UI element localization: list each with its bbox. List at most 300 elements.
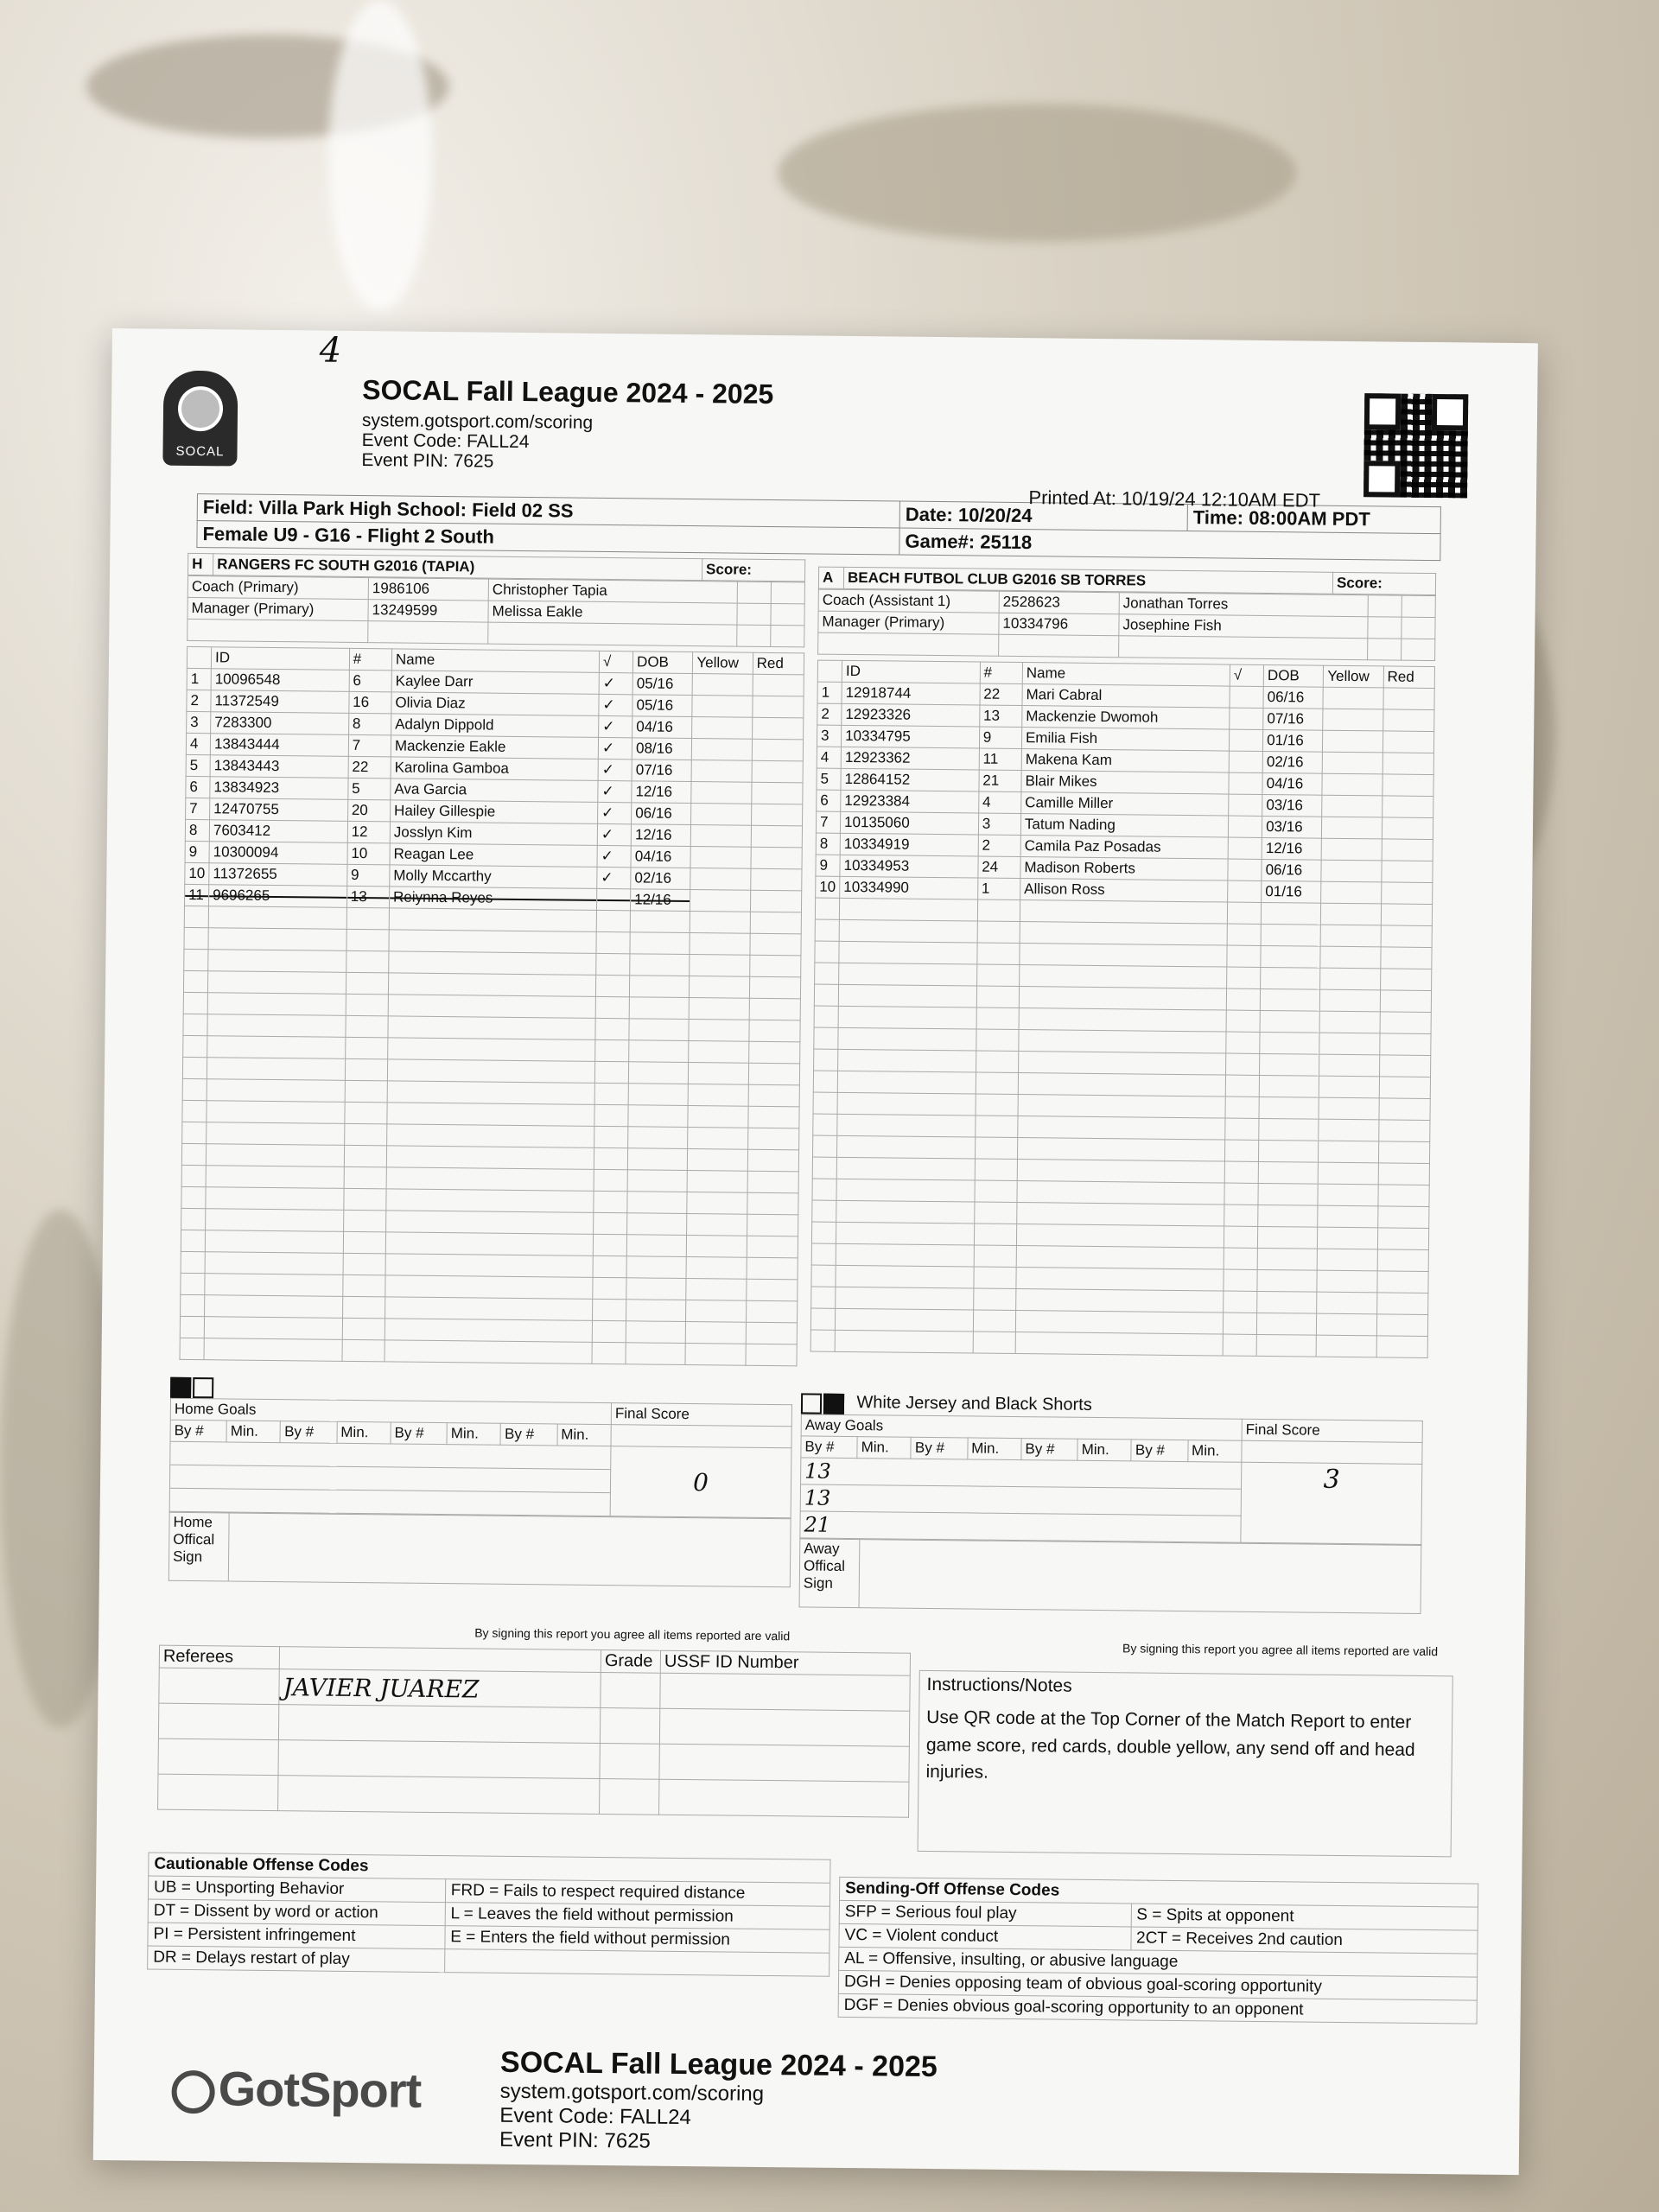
red-card-cell[interactable] (1379, 1098, 1431, 1121)
red-card-cell[interactable] (751, 825, 803, 848)
caution-code: DR = Delays restart of play (148, 1946, 445, 1973)
caution-codes-table (147, 1853, 830, 1977)
red-card-cell[interactable] (1382, 731, 1434, 753)
red-card-cell[interactable] (752, 717, 804, 740)
player-dob: 02/16 (631, 868, 691, 890)
yellow-card-cell[interactable] (1322, 773, 1382, 796)
row-number: 10 (185, 862, 209, 884)
red-card-cell[interactable] (1377, 1271, 1429, 1294)
away-final-score-label: Final Score (1242, 1419, 1422, 1442)
yellow-card-cell[interactable] (691, 804, 752, 826)
player-dob: 06/16 (1262, 859, 1322, 881)
player-name: Tatum Nading (1020, 814, 1228, 838)
away-score-label: Score: (1332, 572, 1435, 594)
player-id: 13843444 (210, 734, 348, 757)
yellow-card-cell[interactable] (690, 955, 750, 977)
checkin-checkbox[interactable]: ✓ (599, 694, 632, 715)
red-card-cell[interactable] (1378, 1163, 1430, 1185)
yellow-card-cell[interactable] (1321, 881, 1382, 904)
caution-code: DT = Dissent by word or action (148, 1899, 445, 1926)
yellow-card-cell[interactable] (1317, 1313, 1377, 1336)
red-card-cell[interactable] (753, 696, 804, 718)
yellow-card-cell[interactable] (1319, 1011, 1380, 1033)
division-name: Female U9 - G16 - Flight 2 South (197, 521, 899, 556)
staff-role: Coach (Assistant 1) (818, 589, 999, 613)
home-final-score-label: Final Score (611, 1403, 791, 1427)
red-card-cell[interactable] (749, 955, 801, 977)
caution-code: E = Enters the field without permission (445, 1926, 830, 1954)
sendoff-codes-label: Sending-Off Offense Codes (839, 1877, 1478, 1907)
checkin-checkbox[interactable]: ✓ (598, 759, 632, 780)
red-card-cell[interactable] (1380, 969, 1432, 991)
qr-code-icon[interactable] (1363, 393, 1468, 498)
yellow-card-cell[interactable] (1317, 1335, 1377, 1357)
checkin-checkbox[interactable] (1229, 794, 1262, 816)
player-id: 7603412 (209, 820, 347, 843)
footer-title: SOCAL Fall League 2024 - 2025 (499, 2045, 938, 2084)
red-card-cell[interactable] (753, 674, 804, 696)
checkin-checkbox[interactable]: ✓ (598, 780, 632, 802)
red-card-cell[interactable] (1377, 1249, 1429, 1272)
yellow-card-cell[interactable] (688, 1128, 748, 1150)
column-header: Yellow (1324, 665, 1384, 688)
red-card-cell[interactable] (1376, 1336, 1428, 1358)
player-id: 10334990 (840, 876, 978, 899)
home-roster-table (180, 646, 805, 1366)
row-number: 1 (187, 668, 211, 690)
grade-label: Grade (601, 1650, 660, 1674)
away-roster-table (810, 660, 1435, 1358)
yellow-card-cell[interactable] (1322, 795, 1382, 817)
yellow-card-cell[interactable] (1318, 1184, 1378, 1206)
staff-role: Manager (Primary) (188, 597, 368, 620)
yellow-card-cell[interactable] (690, 998, 750, 1020)
dark-jersey-icon (170, 1377, 191, 1398)
yellow-card-cell[interactable] (691, 825, 752, 848)
sendoff-code: S = Spits at opponent (1131, 1904, 1478, 1930)
player-id: 11372655 (209, 863, 347, 887)
staff-id: 13249599 (368, 600, 488, 622)
yellow-card-cell[interactable] (690, 912, 751, 934)
player-id: 12918744 (842, 682, 980, 705)
player-dob: 07/16 (632, 760, 692, 782)
yellow-card-cell[interactable] (1317, 1270, 1377, 1293)
red-card-cell[interactable] (751, 804, 803, 826)
yellow-card-cell[interactable] (689, 1041, 749, 1064)
player-dob: 12/16 (1262, 837, 1322, 860)
goal-column-header: By # (170, 1420, 226, 1442)
yellow-card-cell[interactable] (691, 760, 752, 783)
yellow-card-cell[interactable] (1319, 1076, 1380, 1098)
red-card-cell[interactable] (749, 976, 801, 999)
report-footer (145, 2043, 1469, 2195)
player-name: Karolina Gamboa (391, 757, 598, 781)
sendoff-code: VC = Violent conduct (839, 1923, 1131, 1950)
column-header: Name (1022, 663, 1230, 687)
yellow-card-cell[interactable] (1321, 903, 1382, 925)
red-card-cell[interactable] (747, 1149, 799, 1172)
yellow-card-cell[interactable] (1318, 1205, 1378, 1228)
match-report-sheet (93, 328, 1538, 2175)
column-header: # (980, 662, 1022, 684)
column-header: ID (211, 647, 349, 671)
yellow-card-cell[interactable] (689, 1020, 749, 1042)
jersey-number: 24 (978, 856, 1020, 879)
red-card-cell[interactable] (1382, 709, 1434, 732)
player-id: 9696265 (209, 885, 347, 908)
yellow-card-cell[interactable] (1323, 752, 1383, 774)
row-number: 2 (817, 703, 842, 725)
jersey-number: 3 (978, 813, 1020, 836)
player-dob: 02/16 (1262, 751, 1323, 773)
notes-box (918, 1670, 1453, 1857)
player-name: Adalyn Dippold (391, 714, 599, 738)
player-id: 11372549 (211, 690, 349, 714)
player-id: 13834923 (210, 777, 348, 800)
red-card-cell[interactable] (1382, 817, 1433, 840)
marble-vein (778, 104, 1296, 242)
yellow-card-cell[interactable] (692, 674, 753, 696)
socal-logo (162, 371, 238, 467)
checkin-checkbox[interactable]: ✓ (597, 867, 631, 888)
checkin-checkbox[interactable] (1230, 708, 1263, 729)
red-card-cell[interactable] (746, 1344, 798, 1366)
goal-column-header: Min. (557, 1424, 612, 1446)
red-card-cell[interactable] (751, 847, 803, 869)
yellow-card-cell[interactable] (1317, 1292, 1377, 1314)
player-name: Josslyn Kim (390, 822, 597, 846)
yellow-card-cell[interactable] (690, 847, 751, 869)
yellow-card-cell[interactable] (686, 1300, 747, 1323)
event-pin: Event PIN: 7625 (361, 450, 494, 472)
goal-column-header: Min. (857, 1436, 912, 1459)
red-card-cell[interactable] (746, 1322, 798, 1344)
red-card-cell[interactable] (747, 1257, 798, 1280)
column-header: # (349, 648, 391, 671)
red-card-cell[interactable] (752, 739, 804, 761)
yellow-card-cell[interactable] (690, 890, 751, 912)
player-id: 10334795 (842, 725, 980, 748)
column-header: ID (842, 660, 980, 683)
player-dob: 05/16 (632, 673, 693, 696)
checkin-checkbox[interactable]: ✓ (597, 823, 631, 845)
player-id: 10334919 (840, 833, 978, 856)
goal-column-header: By # (1021, 1438, 1077, 1460)
yellow-card-cell[interactable] (689, 1063, 749, 1085)
yellow-card-cell[interactable] (1320, 989, 1381, 1012)
yellow-card-cell[interactable] (685, 1344, 746, 1366)
player-name: Hailey Gillespie (390, 800, 597, 824)
staff-role: Manager (Primary) (818, 611, 999, 634)
yellow-card-cell[interactable] (1322, 838, 1382, 861)
row-number: 7 (186, 798, 210, 819)
jersey-number: 6 (349, 670, 391, 692)
staff-id: 1986106 (368, 578, 488, 601)
red-card-cell[interactable] (1381, 882, 1433, 905)
player-id: 10096548 (211, 669, 349, 692)
yellow-card-cell[interactable] (688, 1106, 748, 1128)
red-card-cell[interactable] (747, 1128, 799, 1150)
yellow-card-cell[interactable] (692, 696, 753, 718)
player-name: Allison Ross (1020, 879, 1228, 903)
checkin-checkbox[interactable] (1229, 729, 1262, 751)
caution-code: L = Leaves the field without permission (445, 1903, 830, 1930)
away-jersey-colors: White Jersey and Black Shorts (856, 1393, 1092, 1414)
yellow-card-cell[interactable] (1322, 817, 1382, 839)
yellow-card-cell[interactable] (690, 976, 750, 999)
staff-role: Coach (Primary) (188, 575, 368, 599)
staff-name: Christopher Tapia (488, 579, 737, 603)
yellow-card-cell[interactable] (686, 1279, 747, 1301)
row-number: 1 (817, 682, 842, 703)
yellow-card-cell[interactable] (1323, 730, 1383, 753)
yellow-card-cell[interactable] (1319, 1162, 1379, 1185)
checkin-checkbox[interactable]: ✓ (597, 802, 631, 823)
yellow-card-cell[interactable] (690, 933, 750, 956)
red-card-cell[interactable] (1381, 925, 1433, 948)
yellow-card-cell[interactable] (1319, 1119, 1379, 1141)
yellow-card-cell[interactable] (1323, 687, 1383, 709)
home-sign-note: By signing this report you agree all items reported are valid (474, 1625, 791, 1643)
jersey-number: 11 (979, 748, 1021, 771)
home-staff-table (187, 575, 805, 647)
red-card-cell[interactable] (1376, 1293, 1428, 1315)
goal-column-header: Min. (968, 1438, 1022, 1460)
red-card-cell[interactable] (1380, 990, 1432, 1013)
player-dob: 06/16 (1263, 686, 1324, 709)
player-dob: 05/16 (632, 695, 693, 717)
handwritten-mark: 4 (319, 330, 342, 371)
goal-column-header: By # (500, 1423, 556, 1446)
away-goal-scorer[interactable]: 13 (801, 1458, 1242, 1489)
home-team-section (180, 553, 806, 1366)
red-card-cell[interactable] (749, 1020, 801, 1042)
staff-id: 2528623 (999, 591, 1119, 613)
yellow-card-cell[interactable] (1321, 860, 1382, 882)
player-dob: 01/16 (1262, 880, 1322, 903)
goal-column-header: By # (391, 1422, 447, 1445)
home-score-label: Score: (702, 559, 804, 582)
red-card-cell[interactable] (1379, 1077, 1431, 1099)
caution-code: UB = Unsporting Behavior (148, 1876, 445, 1903)
red-card-cell[interactable] (747, 1171, 799, 1193)
home-final-score[interactable]: 0 (610, 1446, 791, 1518)
red-card-cell[interactable] (1380, 1012, 1432, 1034)
goal-column-header: By # (1131, 1440, 1187, 1462)
away-team-section (810, 567, 1436, 1358)
jersey-number: 22 (348, 756, 391, 779)
player-dob: 06/16 (632, 803, 692, 825)
yellow-card-cell[interactable] (688, 1149, 748, 1172)
yellow-card-cell[interactable] (686, 1257, 747, 1280)
logo-text: SOCAL (175, 443, 225, 460)
red-card-cell[interactable] (1382, 796, 1433, 818)
player-dob: 12/16 (632, 781, 692, 804)
dark-jersey-icon (823, 1393, 844, 1414)
red-card-cell[interactable] (1377, 1206, 1429, 1229)
row-number: 4 (817, 747, 841, 768)
yellow-card-cell[interactable] (689, 1084, 749, 1107)
player-name: Kaylee Darr (391, 671, 599, 695)
checkin-checkbox[interactable] (1228, 880, 1262, 902)
yellow-card-cell[interactable] (686, 1322, 747, 1344)
red-card-cell[interactable] (1376, 1314, 1428, 1337)
yellow-card-cell[interactable] (1320, 968, 1381, 990)
red-card-cell[interactable] (1378, 1120, 1430, 1142)
checkin-checkbox[interactable] (1228, 816, 1262, 837)
yellow-card-cell[interactable] (1323, 709, 1383, 731)
yellow-card-cell[interactable] (687, 1236, 747, 1258)
yellow-card-cell[interactable] (1318, 1227, 1378, 1249)
red-card-cell[interactable] (1382, 839, 1433, 861)
goal-column-header: By # (911, 1437, 967, 1459)
yellow-card-cell[interactable] (687, 1214, 747, 1236)
away-signature-field[interactable] (859, 1539, 1421, 1613)
jersey-number: 13 (346, 886, 389, 908)
referees-table (157, 1645, 911, 1818)
checkin-checkbox[interactable] (1230, 686, 1263, 708)
goal-column-header: Min. (1077, 1439, 1132, 1461)
yellow-card-cell[interactable] (692, 717, 753, 740)
row-number: 11 (185, 884, 209, 906)
yellow-card-cell[interactable] (687, 1192, 747, 1215)
goal-column-header: Min. (226, 1421, 281, 1443)
home-signature-field[interactable] (228, 1513, 791, 1587)
away-goal-scorer[interactable]: 21 (800, 1511, 1241, 1542)
light-jersey-icon (193, 1377, 213, 1398)
sendoff-code: 2CT = Receives 2nd caution (1130, 1927, 1478, 1954)
ussf-label: USSF ID Number (660, 1650, 910, 1675)
jersey-number: 8 (348, 713, 391, 735)
player-id: 7283300 (211, 712, 349, 735)
red-card-cell[interactable] (1379, 1055, 1431, 1077)
red-card-cell[interactable] (746, 1279, 798, 1301)
goal-column-header: Min. (1187, 1440, 1242, 1462)
red-card-cell[interactable] (1381, 904, 1433, 926)
player-dob: 04/16 (1262, 772, 1323, 795)
jersey-number: 20 (347, 799, 390, 822)
row-number: 8 (185, 819, 209, 841)
home-team-name: RANGERS FC SOUTH G2016 (TAPIA) (213, 554, 702, 581)
yellow-card-cell[interactable] (1319, 1033, 1380, 1055)
player-dob: 01/16 (1263, 729, 1324, 752)
red-card-cell[interactable] (1382, 774, 1434, 797)
checkin-checkbox[interactable]: ✓ (599, 672, 632, 694)
column-header: Red (753, 652, 804, 675)
yellow-card-cell[interactable] (692, 739, 753, 761)
checkin-checkbox[interactable] (1228, 837, 1262, 859)
player-name: Mackenzie Dwomoh (1022, 706, 1230, 730)
red-card-cell[interactable] (1378, 1185, 1430, 1207)
sendoff-code: AL = Offensive, insulting, or abusive language (839, 1947, 1478, 1977)
away-goal-scorer[interactable]: 13 (800, 1484, 1241, 1516)
yellow-card-cell[interactable] (1320, 925, 1381, 947)
red-card-cell[interactable] (1383, 688, 1435, 710)
checkin-checkbox[interactable]: ✓ (597, 845, 631, 867)
staff-id: 10334796 (999, 613, 1119, 635)
checkin-checkbox[interactable] (1228, 859, 1262, 880)
jersey-number: 1 (977, 878, 1020, 900)
jersey-number: 7 (348, 734, 391, 757)
referees-label: Referees (159, 1645, 279, 1669)
yellow-card-cell[interactable] (1319, 1141, 1379, 1163)
red-card-cell[interactable] (750, 868, 802, 891)
player-id: 12923326 (842, 703, 980, 727)
player-name: Ava Garcia (391, 779, 598, 803)
row-number: 5 (186, 754, 210, 776)
column-header: √ (599, 651, 632, 672)
row-number: 2 (187, 690, 211, 711)
red-card-cell[interactable] (751, 782, 803, 804)
scoring-url: system.gotsport.com/scoring (361, 410, 594, 433)
yellow-card-cell[interactable] (1320, 946, 1381, 969)
yellow-card-cell[interactable] (691, 782, 752, 804)
red-card-cell[interactable] (747, 1236, 798, 1258)
jersey-number: 9 (979, 727, 1021, 749)
red-card-cell[interactable] (1382, 753, 1434, 775)
away-goals-label: Away Goals (801, 1414, 1242, 1440)
column-header: DOB (632, 652, 693, 674)
red-card-cell[interactable] (752, 760, 804, 783)
checkin-checkbox[interactable] (1229, 772, 1262, 794)
staff-name: Melissa Eakle (488, 601, 737, 625)
red-card-cell[interactable] (1378, 1141, 1430, 1164)
checkin-checkbox[interactable] (1229, 751, 1262, 772)
away-side: A (818, 567, 843, 588)
checkin-checkbox[interactable]: ✓ (599, 715, 632, 737)
red-card-cell[interactable] (749, 998, 801, 1020)
red-card-cell[interactable] (750, 912, 802, 934)
checkin-checkbox[interactable]: ✓ (598, 737, 632, 759)
caution-code: FRD = Fails to respect required distance (445, 1879, 830, 1907)
yellow-card-cell[interactable] (1319, 1054, 1380, 1077)
red-card-cell[interactable] (750, 890, 802, 912)
red-card-cell[interactable] (748, 1063, 800, 1085)
red-card-cell[interactable] (748, 1041, 800, 1064)
red-card-cell[interactable] (1377, 1228, 1429, 1250)
red-card-cell[interactable] (747, 1192, 799, 1215)
away-final-score[interactable]: 3 (1241, 1462, 1422, 1544)
red-card-cell[interactable] (1382, 861, 1433, 883)
player-name: Mackenzie Eakle (391, 735, 598, 760)
yellow-card-cell[interactable] (1318, 1249, 1378, 1271)
column-header: Yellow (693, 652, 753, 675)
referee-name[interactable]: JAVIER JUAREZ (279, 1669, 601, 1708)
footer-event-code: Event Code: FALL24 (499, 2103, 691, 2130)
player-id: 10300094 (209, 842, 347, 865)
player-name: Olivia Diaz (391, 692, 599, 716)
red-card-cell[interactable] (746, 1300, 798, 1323)
red-card-cell[interactable] (1379, 1033, 1431, 1056)
red-card-cell[interactable] (748, 1084, 800, 1107)
row-number: 8 (816, 833, 840, 855)
player-id: 13843443 (210, 755, 348, 779)
yellow-card-cell[interactable] (690, 868, 751, 891)
player-id: 12923384 (841, 790, 979, 813)
yellow-card-cell[interactable] (687, 1171, 747, 1193)
row-number: 3 (817, 725, 841, 747)
red-card-cell[interactable] (750, 933, 802, 956)
checkin-checkbox[interactable] (596, 888, 630, 910)
goal-column-header: By # (280, 1421, 336, 1444)
away-sign-label: Away Offical Sign (799, 1539, 860, 1608)
row-number: 6 (817, 790, 841, 811)
player-name: Madison Roberts (1020, 857, 1228, 881)
red-card-cell[interactable] (748, 1106, 800, 1128)
red-card-cell[interactable] (1381, 947, 1433, 969)
yellow-card-cell[interactable] (1319, 1097, 1379, 1120)
red-card-cell[interactable] (747, 1214, 798, 1236)
